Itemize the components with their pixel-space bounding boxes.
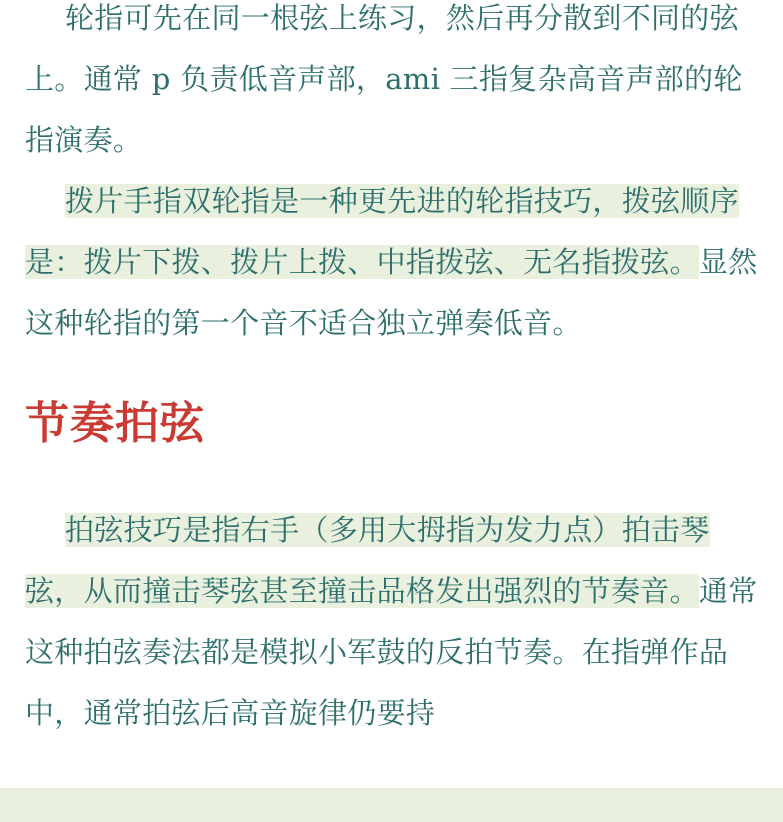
paragraph-text: 显然这种轮指的第一个音不适合独立弹奏低音。: [25, 245, 758, 340]
paragraph-text: 通常这种拍弦奏法都是模拟小军鼓的反拍节奏。在指弹作品中，通常拍弦后高音旋律仍要持: [25, 574, 758, 730]
paragraph-text: 轮指可先在同一根弦上练习，然后再分散到不同的弦上。通常 p 负责低音声部，ami 三指复杂高音声部的轮指演奏。: [25, 1, 743, 157]
footer-band: [0, 788, 783, 822]
paragraph-pick-double-lunzhi: [25, 171, 758, 354]
section-heading: 节奏拍弦: [25, 398, 205, 449]
highlighted-text: 拍弦技巧是指右手（多用大拇指为发力点）拍击琴弦，从而撞击琴弦甚至撞击品格发出强烈的节奏音。: [25, 513, 710, 608]
highlighted-text: 拨片手指双轮指是一种更先进的轮指技巧，拨弦顺序是：拨片下拨、拨片上拨、中指拨弦、无名指拨弦。: [25, 184, 739, 279]
article-body: [25, 0, 758, 744]
paragraph-slap-technique: [25, 500, 758, 744]
paragraph-lunzhi-practice: [25, 0, 758, 171]
